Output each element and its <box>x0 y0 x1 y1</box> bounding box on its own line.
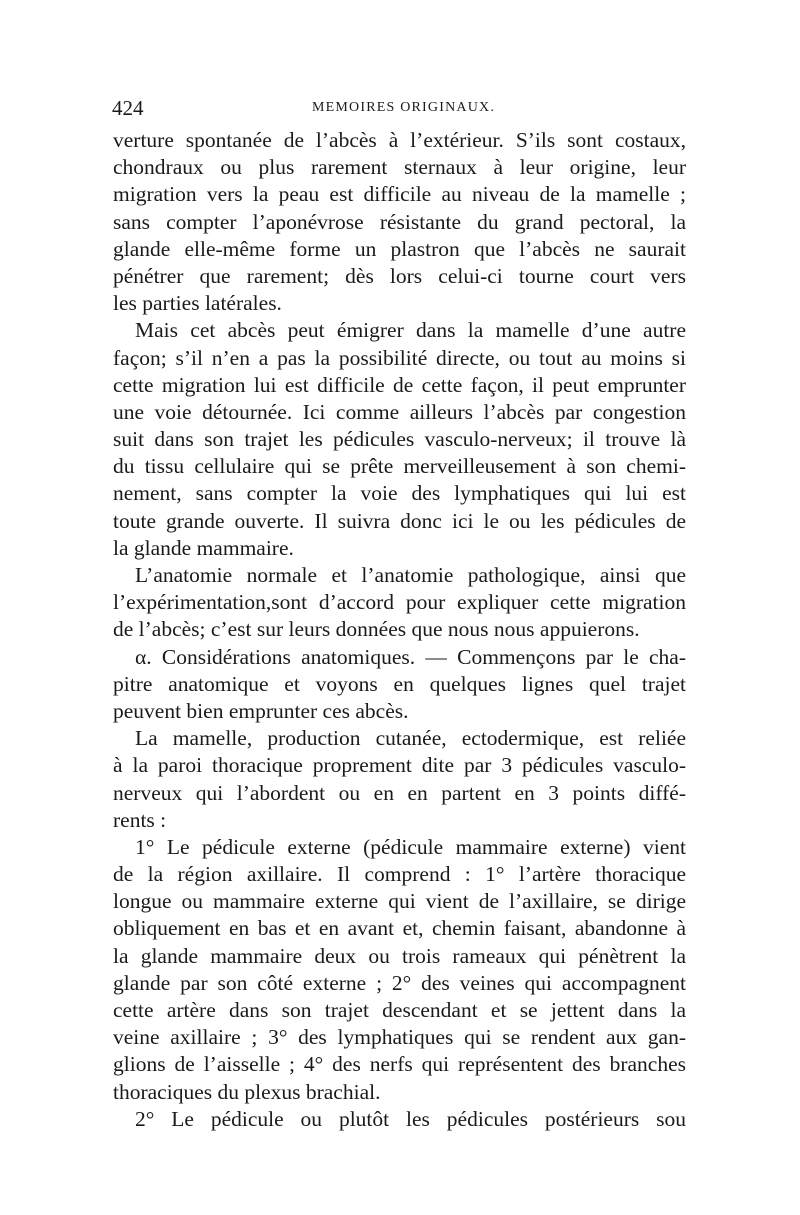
running-head: MEMOIRES ORIGINAUX. <box>312 100 496 115</box>
text-line: pénétrer que rarement; dès lors celui-ci tourne court vers <box>113 263 686 288</box>
text-line: nement, sans compter la voie des lymphatiques qui lui est <box>113 481 686 506</box>
text-line: L’anatomie normale et l’anatomie pathologique, ainsi que <box>135 563 686 587</box>
text-line: sans compter l’aponévrose résistante du grand pectoral, la <box>113 209 686 234</box>
text-line: suit dans son trajet les pédicules vasculo-nerveux; il trouve là <box>113 427 686 452</box>
text-line: de l’abcès; c’est sur leurs données que nous nous appuierons. <box>113 617 640 642</box>
text-line: les parties latérales. <box>113 291 282 316</box>
text-line: l’expérimentation,sont d’accord pour expliquer cette migration <box>113 590 686 615</box>
text-line: glande elle-même forme un plastron que l’abcès ne saurait <box>113 236 686 261</box>
text-line: Mais cet abcès peut émigrer dans la mamelle d’une autre <box>135 318 686 343</box>
text-line: chondraux ou plus rarement sternaux à leur origine, leur <box>113 155 686 180</box>
text-line: cette artère dans son trajet descendant et se jettent dans la <box>113 998 686 1022</box>
text-line: pitre anatomique et voyons en quelques lignes quel trajet <box>113 671 686 696</box>
text-line: longue ou mammaire externe qui vient de l’axillaire, se dirige <box>113 889 686 914</box>
text-line: à la paroi thoracique proprement dite par 3 pédicules vasculo- <box>113 753 686 778</box>
text-line: peuvent bien emprunter ces abcès. <box>113 698 409 723</box>
section-heading-line: α. Considérations anatomiques. — Commençons par le cha- <box>135 644 686 669</box>
text-line: façon; s’il n’en a pas la possibilité directe, ou tout au moins si <box>113 345 686 370</box>
text-line: nerveux qui l’abordent ou en en partent en 3 points diffé- <box>113 780 686 805</box>
text-line: rents : <box>113 807 167 832</box>
text-line: La mamelle, production cutanée, ectodermique, est reliée <box>135 726 686 751</box>
page-header <box>112 96 692 120</box>
text-line: migration vers la peau est difficile au niveau de la mamelle ; <box>113 182 686 207</box>
text-line: de la région axillaire. Il comprend : 1° l’artère thoracique <box>113 862 686 887</box>
text-line: veine axillaire ; 3° des lymphatiques qui se rendent aux gan- <box>113 1025 686 1050</box>
text-line: toute grande ouverte. Il suivra donc ici le ou les pédicules de <box>113 508 686 533</box>
text-line: verture spontanée de l’abcès à l’extérieur. S’ils sont costaux, <box>113 128 686 152</box>
body-text <box>113 127 686 1133</box>
text-line: obliquement en bas et en avant et, chemin faisant, abandonne à <box>113 916 686 941</box>
text-line: glions de l’aisselle ; 4° des nerfs qui représentent des branches <box>113 1052 686 1077</box>
page-number: 424 <box>112 96 144 120</box>
text-line: du tissu cellulaire qui se prête merveilleusement à son chemi- <box>113 454 686 479</box>
text-line: cette migration lui est difficile de cette façon, il peut emprunter <box>113 372 686 397</box>
text-line: la glande mammaire deux ou trois rameaux qui pénètrent la <box>113 943 686 968</box>
text-line: glande par son côté externe ; 2° des veines qui accompagnent <box>113 970 686 995</box>
text-line: une voie détournée. Ici comme ailleurs l’abcès par congestion <box>113 399 686 424</box>
text-line: la glande mammaire. <box>113 535 294 560</box>
text-line: thoraciques du plexus brachial. <box>113 1079 381 1104</box>
text-line: 2° Le pédicule ou plutôt les pédicules postérieurs sou <box>135 1106 686 1131</box>
text-line: 1° Le pédicule externe (pédicule mammaire externe) vient <box>135 834 686 859</box>
